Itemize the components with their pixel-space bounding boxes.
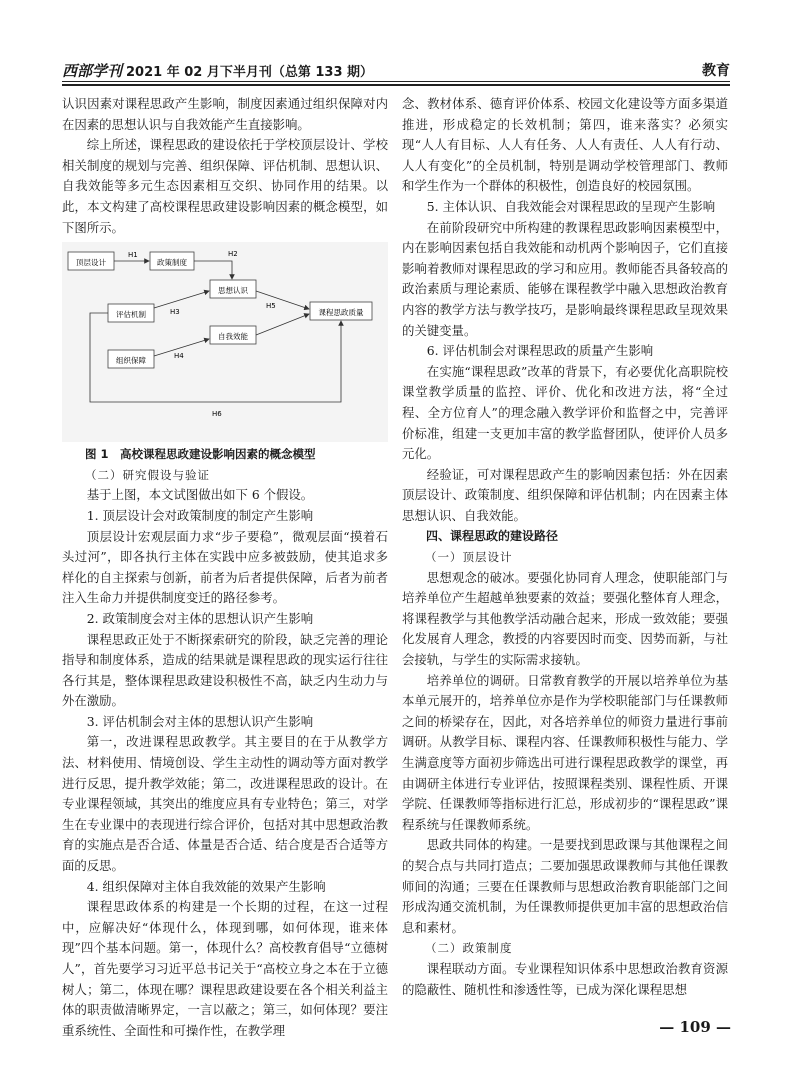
page-header	[62, 58, 730, 80]
node-evaluation-label: 评估机制	[116, 310, 146, 320]
node-quality-label: 课程思政质量	[318, 308, 364, 318]
node-policy-label: 政策制度	[157, 258, 187, 268]
subsection-heading: （二）政策制度	[425, 941, 513, 956]
paragraph: 顶层设计宏观层面力求“步子要稳”，微观层面“摸着石头过河”，即各执行主体在实践中应多被鼓励，使其追求多样化的自主探索与创新，前者为后者提供保障，后者为前者注入生命力并提供制度变迁的路径参考。	[62, 528, 388, 606]
hypothesis-label: H4	[174, 352, 184, 361]
hypothesis-heading: 1. 顶层设计会对政策制度的制定产生影响	[86, 507, 314, 523]
paragraph: 综上所述，课程思政的建设依托于学校顶层设计、学校相关制度的规划与完善、组织保障、评估机制、思想认识、自我效能等多元生态因素相互交织、协同作用的结果。以此，本文构建了高校课程思政建设影响因素的概念模型，如下图所示。	[62, 137, 388, 235]
section-heading: 四、课程思政的建设路径	[426, 529, 559, 544]
concept-model-diagram	[62, 242, 388, 442]
journal-brand: 西部学刊	[62, 62, 123, 80]
paragraph: 念、教材体系、德育评价体系、校园文化建设等方面多渠道推进，形成稳定的长效机制；第四，谁来落实？必须实现“人人有目标、人人有任务、人人有责任、人人有行动、人人有变化”的全员机制，特别是调动学校管理部门、教师和学生作为一个群体的积极性，创造良好的校园氛围。	[402, 96, 728, 194]
subsection-heading: （二）研究假设与验证	[85, 467, 210, 482]
paragraph: 培养单位的调研。日常教育教学的开展以培养单位为基本单元展开的，培养单位亦是作为学校职能部门与任课教师之间的桥梁存在，因此，对各培养单位的师资力量进行事前调研。从教学目标、课程内容、任课教师积极性与能力、学生满意度等方面初步筛选出可进行课程思政教学的课堂，再由调研主体进行专业评估，按照课程类别、课程性质、开课学院、任课教师等指标进行汇总，形成初步的“课程思政”课程系统与任课教师系统。	[402, 672, 728, 832]
hypothesis-label: H6	[212, 410, 222, 419]
header-rule-thin	[62, 81, 730, 82]
paragraph: 在前阶段研究中所构建的教课程思政影响因素模型中，内在影响因素包括自我效能和动机两个影响因子，它们直接影响着教师对课程思政的学习和应用。教师能否具备较高的政治素质与理论素质、能够在课程教学中融入思想政治教育内容的教学方法与教学技巧，是影响最终课程思政呈现效果的关键变量。	[402, 219, 728, 338]
hypothesis-heading: 5. 主体认识、自我效能会对课程思政的呈现产生影响	[426, 198, 716, 214]
hypothesis-heading: 6. 评估机制会对课程思政的质量产生影响	[426, 343, 654, 359]
hypothesis-heading: 4. 组织保障对主体自我效能的效果产生影响	[86, 878, 326, 894]
figure-caption: 图 1 高校课程思政建设影响因素的概念模型	[85, 447, 316, 462]
concept-model-figure	[62, 242, 388, 442]
hypothesis-label: H3	[170, 308, 180, 317]
hypothesis-label: H2	[228, 250, 238, 259]
header-rule-thick	[62, 84, 730, 86]
paragraph: 课程思政体系的构建是一个长期的过程，在这一过程中，应解决好“体现什么，体现到哪，如何体现，谁来体现”四个基本问题。第一，体现什么？高校教育倡导“立德树人”，首先要学习习近平总书记关于“高校立身之本在于立德树人；第二，体现在哪？课程思政建设要在各个相关利益主体的职责做清晰界定，一言以蔽之；第三，如何体现？要注重系统性、全面性和可操作性，在教学理	[62, 899, 388, 1038]
subsection-heading: （一）顶层设计	[425, 550, 513, 565]
paragraph: 在实施“课程思政”改革的背景下，有必要优化高职院校课堂教学质量的监控、评价、优化和改进方法，将“全过程、全方位育人”的理念融入教学评价和监督之中，完善评价标准，组建一支更加丰富的教学监督团队，使评价人员多元化。	[402, 363, 728, 462]
node-top-design-label: 顶层设计	[76, 258, 106, 268]
right-column	[402, 94, 728, 1000]
paragraph: 经验证，可对课程思政产生的影响因素包括：外在因素顶层设计、政策制度、组织保障和评估机制；内在因素主体思想认识、自我效能。	[402, 466, 728, 523]
paragraph: 思想观念的破冰。要强化协同育人理念，使职能部门与培养单位产生超越单独要素的效益；要强化整体育人理念，将课程教学与其他教学活动融合起来，形成一致效能；要强化发展育人理念，教授的内容要因时而变、因势而新，与社会接轨，与学生的实际需求接轨。	[402, 569, 728, 668]
paragraph: 思政共同体的构建。一是要找到思政课与其他课程之间的契合点与共同打造点；二要加强思政课教师与其他任课教师间的沟通；三要在任课教师与思想政治教育职能部门之间形成沟通交流机制，为任课教师提供更加丰富的思想政治信息和素材。	[402, 837, 728, 935]
hypothesis-heading: 3. 评估机制会对主体的思想认识产生影响	[86, 713, 314, 729]
node-efficacy-label: 自我效能	[218, 332, 248, 342]
section-label: 教育	[702, 63, 730, 79]
journal-masthead	[62, 60, 373, 81]
node-guarantee-label: 组织保障	[116, 356, 146, 366]
issue-info: 2021 年 02 月下半月刊（总第 133 期）	[126, 65, 374, 80]
paragraph: 第一，改进课程思政教学。其主要目的在于从教学方法、材料使用、情境创设、学生主动性的调动等方面对教学进行反思，提升教学效能；第二，改进课程思政的设计。在专业课程领域，其突出的维度应具有专业特色；第三，对学生在专业课中的表现进行综合评价，包括对其中思想政治教育的实施点是否合适、体量是否合适、结合度是否合适等方面的反思。	[62, 734, 388, 874]
paragraph: 认识因素对课程思政产生影响，制度因素通过组织保障对内在因素的思想认识与自我效能产生直接影响。	[62, 96, 388, 132]
hypothesis-heading: 2. 政策制度会对主体的思想认识产生影响	[86, 610, 314, 626]
paragraph: 基于上图，本文试图做出如下 6 个假设。	[86, 487, 314, 503]
hypothesis-label: H1	[128, 251, 138, 260]
paragraph: 课程联动方面。专业课程知识体系中思想政治教育资源的隐蔽性、随机性和渗透性等，已成为深化课程思想	[402, 960, 728, 997]
paragraph: 课程思政正处于不断探索研究的阶段，缺乏完善的理论指导和制度体系，造成的结果就是课程思政的现实运行往往各行其是，整体课程思政建设积极性不高，缺乏内生动力与外在激励。	[62, 631, 388, 709]
node-thought-label: 思想认识	[218, 286, 248, 296]
page-number: — 109 —	[659, 1018, 731, 1036]
left-column	[62, 94, 388, 1041]
hypothesis-label: H5	[266, 302, 276, 311]
